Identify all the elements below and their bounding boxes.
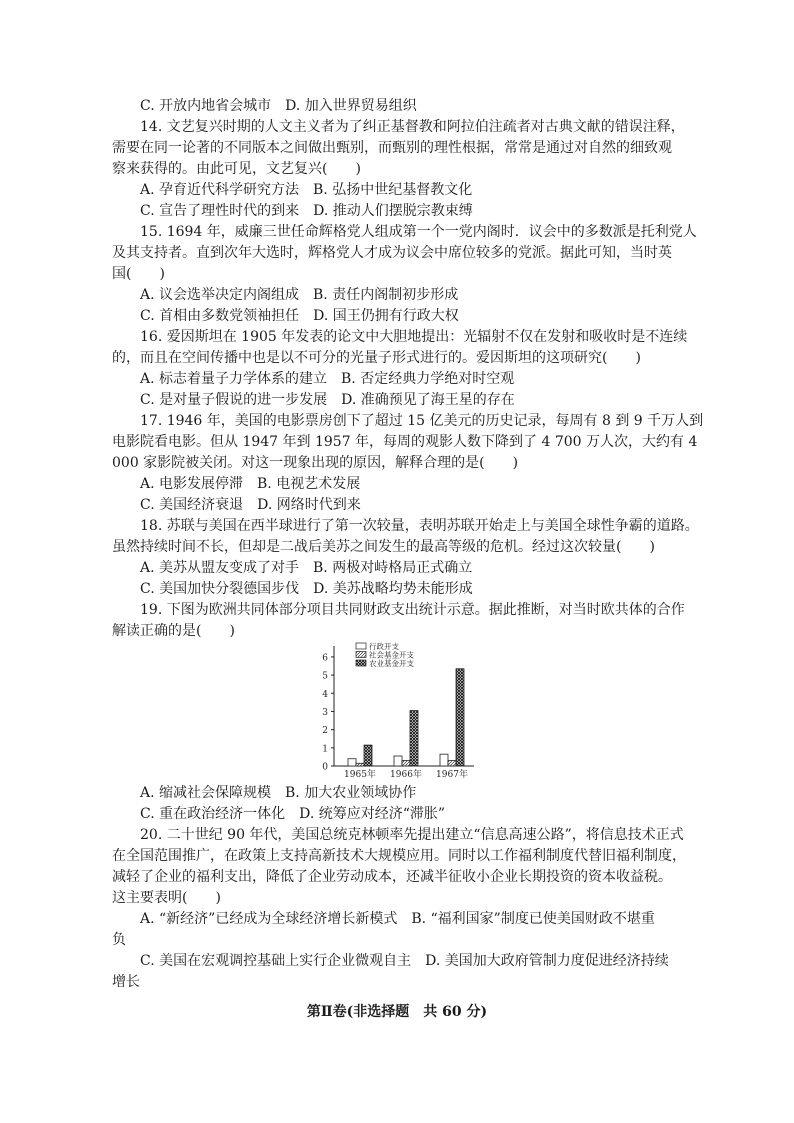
x-category-label: 1965年 xyxy=(344,770,376,780)
bar-1965年-社会基金开支 xyxy=(356,763,364,766)
q18-stem-end: 虽然持续时间不长，但却是二战后美苏之间发生的最高等级的危机。经过这次较量( ) xyxy=(112,539,655,555)
legend-swatch xyxy=(356,643,366,649)
q20-stem: 20. 二十世纪 90 年代，美国总统克林顿率先提出建立“信息高速公路”，将信息技术正式 xyxy=(140,827,684,843)
q14-stem-cont: 需要在同一论著的不同版本之间做出甄别，而甄别的理性根据，常常是通过对自然的细致观 xyxy=(112,140,672,156)
q17-options-cd: C. 美国经济衰退 D. 网络时代到来 xyxy=(140,497,361,513)
legend-label: 社会基金开支 xyxy=(369,650,414,660)
q14-options-ab: A. 孕育近代科学研究方法 B. 弘扬中世纪基督教文化 xyxy=(140,182,473,198)
q14-options-cd: C. 宣告了理性时代的到来 D. 推动人们摆脱宗教束缚 xyxy=(140,203,473,219)
q18-options-cd: C. 美国加快分裂德国步伐 D. 美苏战略均势未能形成 xyxy=(140,581,473,597)
q14-stem-end: 察来获得的。由此可见，文艺复兴( ) xyxy=(112,161,361,177)
q15-stem: 15. 1694 年，威廉三世任命辉格党人组成第一个一党内阁时．议会中的多数派是托利党人 xyxy=(140,224,697,240)
legend-swatch xyxy=(356,652,366,658)
q16-stem-end: 的，而且在空间传播中也是以不可分的光量子形式进行的。爱因斯坦的这项研究( ) xyxy=(112,350,641,366)
bar-1967年-农业基金开支 xyxy=(456,669,464,766)
y-tick-label: 2 xyxy=(322,726,328,737)
q18-stem: 18. 苏联与美国在西半球进行了第一次较量，表明苏联开始走上与美国全球性争霸的道路。 xyxy=(140,518,699,534)
q15-stem-cont: 及其支持者。直到次年大选时，辉格党人才成为议会中席位较多的党派。据此可知，当时英 xyxy=(112,245,672,261)
y-tick-labels xyxy=(322,653,334,772)
q15-options-cd: C. 首相由多数党领袖担任 D. 国王仍拥有行政大权 xyxy=(140,308,459,324)
y-tick-label: 5 xyxy=(322,671,328,682)
q13-options-cd: C. 开放内地省会城市 D. 加入世界贸易组织 xyxy=(140,98,417,114)
q17-options-ab: A. 电影发展停滞 B. 电视艺术发展 xyxy=(140,476,361,492)
x-category-label: 1967年 xyxy=(436,770,468,780)
q16-stem: 16. 爱因斯坦在 1905 年发表的论文中大胆地提出：光辐射不仅在发射和吸收时是不连续 xyxy=(140,329,688,345)
x-category-labels xyxy=(344,768,468,780)
bar-1967年-行政开支 xyxy=(440,754,448,766)
q20-option-d-cont: 增长 xyxy=(112,974,140,990)
q19-stem-end: 解读正确的是( ) xyxy=(112,623,235,639)
y-tick-label: 1 xyxy=(322,744,328,755)
q20-options-cd: C. 美国在宏观调控基础上实行企业微观自主 D. 美国加大政府管制力度促进经济持续 xyxy=(140,953,669,969)
q15-options-ab: A. 议会选举决定内阁组成 B. 责任内阁制初步形成 xyxy=(140,287,459,303)
q20-stem-cont-2: 减轻了企业的福利支出，降低了企业劳动成本，还减半征收小企业长期投资的资本收益税。 xyxy=(112,869,672,885)
q19-options-ab: A. 缩减社会保障规模 B. 加大农业领域协作 xyxy=(140,785,417,801)
y-tick-label: 6 xyxy=(322,653,328,664)
q19-options-cd: C. 重在政治经济一体化 D. 统筹应对经济“滞胀” xyxy=(140,806,446,822)
bar-1966年-农业基金开支 xyxy=(410,711,418,766)
eec-expenditure-chart xyxy=(312,640,494,782)
bars xyxy=(348,669,464,766)
q20-stem-cont-1: 在全国范围推广，在政策上支持高新技术大规模应用。同时以工作福利制度代替旧福利制度， xyxy=(112,848,686,864)
legend-label: 农业基金开支 xyxy=(369,659,414,668)
q17-stem: 17. 1946 年，美国的电影票房创下了超过 15 亿美元的历史记录，每周有 8 到 9 千万人到 xyxy=(140,413,704,429)
q20-option-b-cont: 负 xyxy=(112,932,126,948)
legend xyxy=(356,641,414,668)
y-tick-label: 4 xyxy=(322,689,328,700)
bar-1966年-社会基金开支 xyxy=(402,761,410,766)
q20-stem-end: 这主要表明( ) xyxy=(112,890,221,906)
q18-options-ab: A. 美苏从盟友变成了对手 B. 两极对峙格局正式确立 xyxy=(140,560,473,576)
q19-stem: 19. 下图为欧洲共同体部分项目共同财政支出统计示意。据此推断，对当时欧共体的合作 xyxy=(140,602,685,618)
q16-options-cd: C. 是对量子假说的进一步发展 D. 准确预见了海王星的存在 xyxy=(140,392,515,408)
q15-stem-end: 国( ) xyxy=(112,266,165,282)
q17-stem-end: 000 家影院被关闭。对这一现象出现的原因，解释合理的是( ) xyxy=(112,455,519,471)
legend-label: 行政开支 xyxy=(369,642,399,651)
x-category-label: 1966年 xyxy=(390,770,422,780)
bar-1967年-社会基金开支 xyxy=(448,761,456,766)
bar-1965年-农业基金开支 xyxy=(364,745,372,766)
section-title: 第Ⅱ卷(非选择题 共 60 分) xyxy=(306,1004,488,1020)
q14-stem: 14. 文艺复兴时期的人文主义者为了纠正基督教和阿拉伯注疏者对古典文献的错误注释， xyxy=(140,119,685,135)
q20-options-ab: A. “新经济”已经成为全球经济增长新模式 B. “福利国家”制度已使美国财政不堪重 xyxy=(140,911,655,927)
y-tick-label: 0 xyxy=(322,762,328,773)
legend-swatch xyxy=(356,660,366,666)
q17-stem-cont: 电影院看电影。但从 1947 年到 1957 年，每周的观影人数下降到了 4 700 万人次，大约有 4 xyxy=(112,434,698,450)
bar-1965年-行政开支 xyxy=(348,759,356,766)
y-tick-label: 3 xyxy=(322,707,328,718)
q16-options-ab: A. 标志着量子力学体系的建立 B. 否定经典力学绝对时空观 xyxy=(140,371,515,387)
bar-1966年-行政开支 xyxy=(394,756,402,766)
